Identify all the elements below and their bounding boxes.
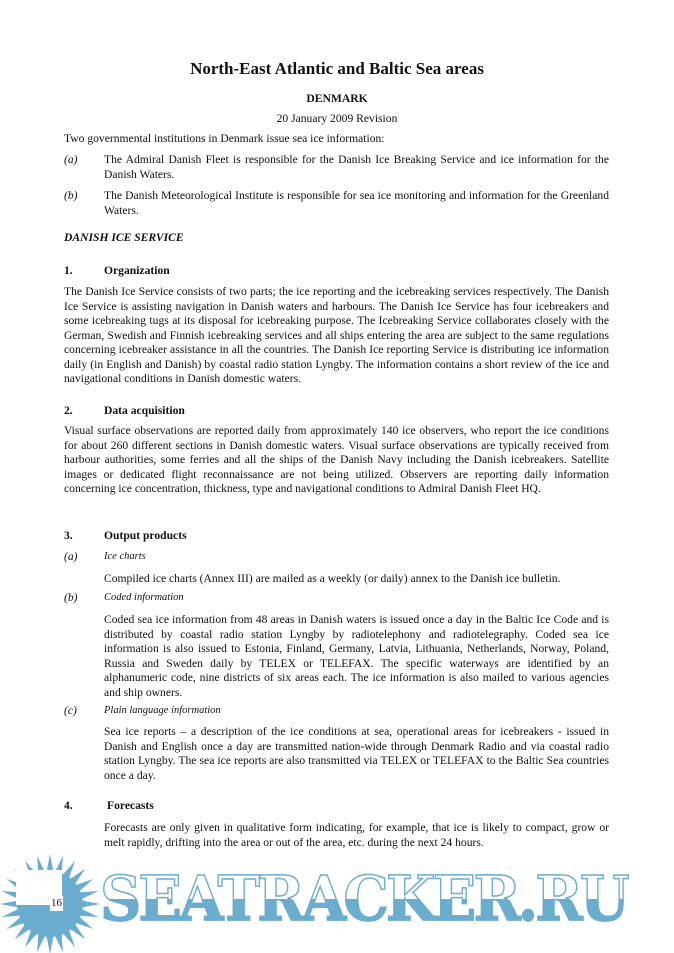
intro-item-text: The Danish Meteorological Institute is responsible for sea ice monitoring and information for the Greenland Waters. xyxy=(104,189,609,217)
section-text: Visual surface observations are reported daily from approximately 140 ice observers, who report the ice conditions for about 260 different sections in Danish domestic waters. Visual surface observations are typically received from harbour authorities, some ferries and all the ships of the Danish Navy including the Danish icebreakers. Satellite images or dedicated flight reconnaissance are not being utilized. Observers are reporting daily information concerning ice concentration, thickness, type and navigational conditions to Admiral Danish Fleet HQ. xyxy=(64,424,609,495)
section-title: DANISH ICE SERVICE xyxy=(64,231,184,244)
section-heading: Forecasts xyxy=(107,799,154,812)
item-label: (b) xyxy=(64,591,78,604)
item-text: Sea ice reports – a description of the ice conditions at sea, operational areas for icebreakers - issued in Danish and English once a day are transmitted nation-wide through Denmark Radio and via coastal radio station Lyngby. The sea ice reports are also transmitted via TELEX or TELEFAX to the Baltic Sea countries once a day. xyxy=(104,725,609,782)
intro-item-label: (a) xyxy=(64,153,78,166)
item-heading: Ice charts xyxy=(104,551,146,562)
item-heading: Plain language information xyxy=(104,705,221,716)
item-label: (c) xyxy=(64,704,77,717)
section-heading: Data acquisition xyxy=(104,404,185,417)
intro-text: Two governmental institutions in Denmark issue sea ice information: xyxy=(64,132,385,145)
section-text: Forecasts are only given in qualitative form indicating, for example, that ice is likely to compact, grow or melt rapidly, drifting into the area or out of the area, etc. during the next 24 hours. xyxy=(104,821,609,849)
intro-item-text: The Admiral Danish Fleet is responsible for the Danish Ice Breaking Service and ice information for the Danish Waters. xyxy=(104,153,609,181)
page-number: 16 xyxy=(51,897,62,909)
item-text: Coded sea ice information from 48 areas in Danish waters is issued once a day in the Baltic Ice Code and is distributed by coastal radio station Lyngby by radiotelephony and radiotelegraphy. Coded sea ice information is also issued to Estonia, Finland, Germany, Latvia, Lithuania, Netherlands, Norway, Poland, Russia and Sweden daily by TELEX or TELEFAX. The specific waterways are identified by an alphanumeric code, nine districts of six areas each. The ice information is also mailed to various agencies and ship owners. xyxy=(104,613,609,699)
section-number: 3. xyxy=(64,529,73,542)
section-heading: Organization xyxy=(104,264,170,277)
page-title: North-East Atlantic and Baltic Sea areas xyxy=(190,59,484,78)
item-label: (a) xyxy=(64,550,78,563)
section-heading: Output products xyxy=(104,529,187,542)
intro-item-label: (b) xyxy=(64,189,78,202)
country-heading: DENMARK xyxy=(306,92,368,105)
item-heading: Coded information xyxy=(104,592,184,603)
section-number: 2. xyxy=(64,404,73,417)
section-number: 4. xyxy=(64,799,73,812)
section-number: 1. xyxy=(64,264,73,277)
revision-date: 20 January 2009 Revision xyxy=(276,112,398,125)
watermark xyxy=(0,852,674,953)
item-text: Compiled ice charts (Annex III) are mailed as a weekly (or daily) annex to the Danish ice bulletin. xyxy=(104,572,561,585)
section-text: The Danish Ice Service consists of two parts; the ice reporting and the icebreaking services respectively. The Danish Ice Service is assisting navigation in Danish waters and harbours. The Danish Ice Service has four icebreakers and some icebreaking tugs at its disposal for icebreaking purpose. The Icebreaking Service collaborates closely with the German, Swedish and Finnish icebreaking services and all ships entering the area are subject to the same regulations concerning icebreaker assistance in all the countries. The Danish Ice reporting Service is distributing ice information daily (in English and Danish) by coastal radio station Lyngby. The information contains a short review of the ice and navigational conditions in Danish domestic waters. xyxy=(64,285,609,385)
watermark-text: SEATRACKER.RU xyxy=(100,862,627,935)
